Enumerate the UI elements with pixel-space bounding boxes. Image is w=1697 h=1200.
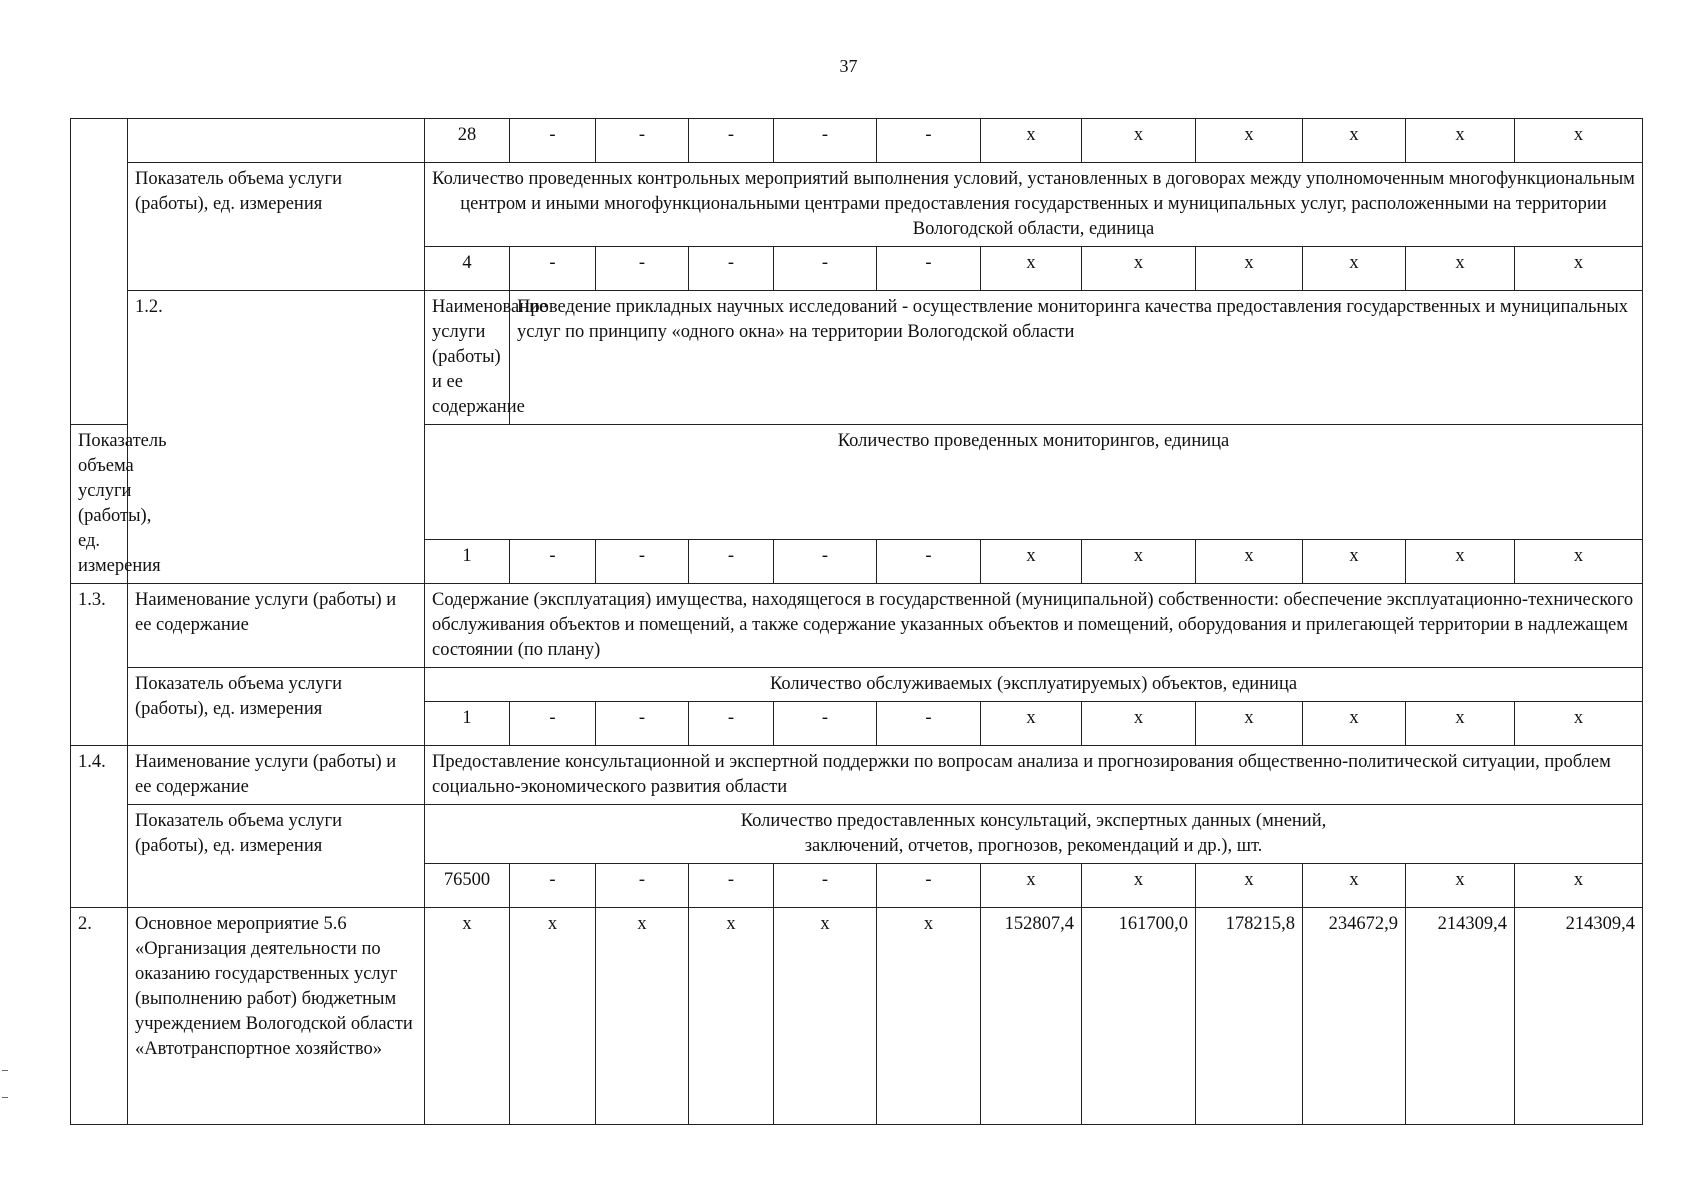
value-cell: x xyxy=(1406,119,1515,163)
value-cell: - xyxy=(689,864,774,908)
value-cell: x xyxy=(877,908,981,1125)
value-cell: 214309,4 xyxy=(1406,908,1515,1125)
value-cell: 1 xyxy=(425,540,510,584)
value-cell: - xyxy=(689,702,774,746)
value-cell: x xyxy=(1406,247,1515,291)
value-cell: x xyxy=(1406,864,1515,908)
value-cell: x xyxy=(1406,540,1515,584)
value-cell: 214309,4 xyxy=(1515,908,1643,1125)
value-cell: 4 xyxy=(425,247,510,291)
margin-marks xyxy=(2,1070,8,1098)
service-name-label: Наименование услуги (работы) и ее содержание xyxy=(425,291,510,425)
value-cell: x xyxy=(1303,540,1406,584)
value-cell: - xyxy=(877,119,981,163)
value-cell: x xyxy=(1082,864,1196,908)
value-cell: x xyxy=(1303,119,1406,163)
item-number: 1.3. xyxy=(71,584,128,746)
value-cell: x xyxy=(1515,540,1643,584)
item-number: 1.4. xyxy=(71,746,128,908)
value-cell: - xyxy=(596,702,689,746)
value-cell: x xyxy=(1196,864,1303,908)
value-cell: 178215,8 xyxy=(1196,908,1303,1125)
value-cell: x xyxy=(981,119,1082,163)
value-cell: x xyxy=(1196,247,1303,291)
service-name-text: Содержание (эксплуатация) имущества, находящегося в государственной (муниципальной) собственности: обеспечение эксплуатационно-технического обслуживания объектов и помещений, а также содержание указанных объектов и помещений, оборудования и прилегающей территории в надлежащем состоянии (по плану) xyxy=(425,584,1643,668)
item-number: 1.2. xyxy=(128,291,425,584)
value-cell: - xyxy=(596,540,689,584)
value-cell: x xyxy=(981,864,1082,908)
value-cell: - xyxy=(596,247,689,291)
main-event-label: Основное мероприятие 5.6 «Организация деятельности по оказанию государственных услуг (выполнению работ) бюджетным учреждением Вологодской области «Автотранспортное хозяйство» xyxy=(128,908,425,1125)
value-cell: - xyxy=(774,119,877,163)
value-cell: x xyxy=(1082,119,1196,163)
value-cell: x xyxy=(1515,702,1643,746)
value-cell: - xyxy=(510,247,596,291)
value-cell: x xyxy=(774,908,877,1125)
indicator-label: Показатель объема услуги (работы), ед. измерения xyxy=(71,425,128,584)
table-row xyxy=(71,746,1643,805)
value-cell: - xyxy=(877,247,981,291)
value-cell: x xyxy=(1303,864,1406,908)
value-cell: - xyxy=(510,702,596,746)
service-name-label: Наименование услуги (работы) и ее содержание xyxy=(128,584,425,668)
value-cell: x xyxy=(689,908,774,1125)
value-cell: x xyxy=(981,247,1082,291)
value-cell: - xyxy=(510,540,596,584)
table-row xyxy=(71,908,1643,1125)
service-name-label: Наименование услуги (работы) и ее содержание xyxy=(128,746,425,805)
value-cell: x xyxy=(1406,702,1515,746)
page-number: 37 xyxy=(839,56,858,76)
services-table xyxy=(70,118,1643,1125)
value-cell: x xyxy=(1303,247,1406,291)
value-cell: x xyxy=(981,540,1082,584)
value-cell: x xyxy=(1196,119,1303,163)
indicator-label: Показатель объема услуги (работы), ед. измерения xyxy=(128,805,425,908)
value-cell: x xyxy=(510,908,596,1125)
table-row xyxy=(71,805,1643,864)
value-cell: - xyxy=(877,702,981,746)
indicator-label: Показатель объема услуги (работы), ед. измерения xyxy=(128,668,425,746)
value-cell: - xyxy=(774,247,877,291)
value-cell: - xyxy=(774,864,877,908)
value-cell: x xyxy=(1515,864,1643,908)
table-row xyxy=(71,119,1643,163)
value-cell: - xyxy=(596,864,689,908)
value-cell: 1 xyxy=(425,702,510,746)
value-cell: 76500 xyxy=(425,864,510,908)
service-name-text: Предоставление консультационной и экспертной поддержки по вопросам анализа и прогнозирования общественно-политической ситуации, проблем социально-экономического развития области xyxy=(425,746,1643,805)
value-cell: x xyxy=(596,908,689,1125)
indicator-label: Показатель объема услуги (работы), ед. измерения xyxy=(128,163,425,291)
value-cell: - xyxy=(774,540,877,584)
value-cell: x xyxy=(1082,702,1196,746)
value-cell: 161700,0 xyxy=(1082,908,1196,1125)
item-number: 2. xyxy=(71,908,128,1125)
value-cell: x xyxy=(1303,702,1406,746)
indicator-text: Количество проведенных контрольных мероприятий выполнения условий, установленных в договорах между уполномоченным многофункциональным центром и иными многофункциональными центрами предоставления государственных и муниципальных услуг, расположенными на территории Вологодской области, единица xyxy=(425,163,1643,247)
table-row xyxy=(71,163,1643,247)
number-cell xyxy=(71,119,128,425)
value-cell: - xyxy=(774,702,877,746)
value-cell: x xyxy=(1515,247,1643,291)
value-cell: x xyxy=(1515,119,1643,163)
value-cell: - xyxy=(689,247,774,291)
indicator-text: Количество проведенных мониторингов, единица xyxy=(425,425,1643,540)
value-cell: - xyxy=(877,540,981,584)
value-cell: x xyxy=(1082,540,1196,584)
value-cell: x xyxy=(981,702,1082,746)
value-cell: 234672,9 xyxy=(1303,908,1406,1125)
value-cell: - xyxy=(596,119,689,163)
value-cell: - xyxy=(689,119,774,163)
indicator-text: Количество обслуживаемых (эксплуатируемых) объектов, единица xyxy=(425,668,1643,702)
value-cell: x xyxy=(425,908,510,1125)
value-cell: x xyxy=(1196,702,1303,746)
value-cell: x xyxy=(1082,247,1196,291)
value-cell: x xyxy=(1196,540,1303,584)
table-row xyxy=(71,584,1643,668)
service-name-text: Проведение прикладных научных исследований - осуществление мониторинга качества предоставления государственных и муниципальных услуг по принципу «одного окна» на территории Вологодской области xyxy=(510,291,1643,425)
value-cell: - xyxy=(877,864,981,908)
value-cell: 28 xyxy=(425,119,510,163)
label-cell xyxy=(128,119,425,163)
table-row xyxy=(71,291,1643,425)
value-cell: 152807,4 xyxy=(981,908,1082,1125)
table-row xyxy=(71,668,1643,702)
value-cell: - xyxy=(510,119,596,163)
value-cell: - xyxy=(689,540,774,584)
indicator-text: Количество предоставленных консультаций, экспертных данных (мнений, заключений, отчетов, прогнозов, рекомендаций и др.), шт. xyxy=(425,805,1643,864)
value-cell: - xyxy=(510,864,596,908)
